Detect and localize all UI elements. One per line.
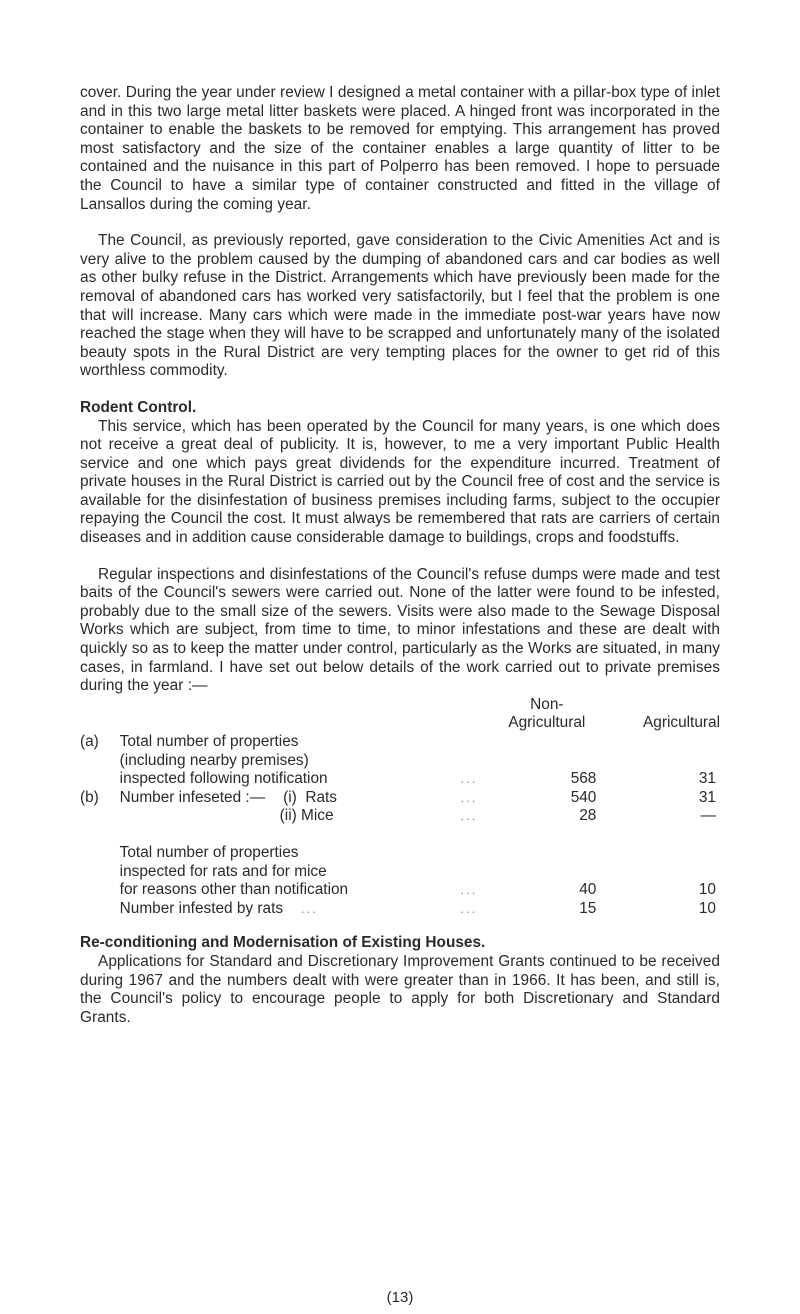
row-d-non-agricultural: 15: [579, 899, 597, 917]
row-c-desc-1: Total number of properties: [119, 843, 299, 861]
paragraph-inspections: Regular inspections and disinfestations of the Council's refuse dumps were made and test baits of the Council's sewers were carried out. None of the latter were found to be infested, probably due to the small size of the sewers. Visits were also made to the Sewage Disposal Works which are subject, from time to time, to minor infestations and these are dealt with quickly so as to keep the matter under control, particularly as the Works are situated, in many cases, in farmland. I have set out below details of the work carried out to private premises during the year :—: [80, 565, 720, 695]
row-b-sub-rats: (i) Rats: [283, 788, 337, 806]
table-row: [80, 881, 720, 900]
heading-rodent-control: Rodent Control.: [80, 398, 197, 416]
heading-reconditioning: Re-conditioning and Modernisation of Existing Houses.: [80, 934, 486, 952]
row-a-agricultural: 31: [698, 770, 716, 788]
leader-dots: ...: [301, 900, 318, 916]
col-header-non-agricultural-2: Agricultural: [508, 714, 586, 732]
table-row: [80, 752, 720, 771]
leader-dots: ...: [460, 882, 478, 898]
table-row: [80, 900, 720, 919]
row-b-mice-agricultural: —: [700, 807, 716, 825]
row-b-mice-non-agricultural: 28: [579, 807, 597, 825]
row-c-agricultural: 10: [698, 881, 716, 899]
row-label-b: (b): [80, 788, 99, 806]
row-a-non-agricultural: 568: [570, 770, 597, 788]
row-c-desc-3: for reasons other than notification: [119, 881, 349, 899]
paragraph-litter-container: cover. During the year under review I designed a metal container with a pillar-box type of inlet and in this two large metal litter baskets were placed. A hinged front was incorporated in the container to enable the baskets to be removed for emptying. This arrangement has proved most satisfactory and the size of the container enables a large quantity of litter to be contained and the nuisance in this part of Polperro has been removed. I hope to persuade the Council to have a similar type of container constructed and fitted in the village of Lansallos during the coming year.: [80, 84, 720, 213]
document-page: [80, 84, 720, 1027]
table-row: [80, 733, 720, 752]
col-header-agricultural: Agricultural: [643, 714, 720, 732]
table-row: [80, 863, 720, 882]
page-number: (13): [386, 1289, 414, 1306]
row-b-desc: Number infeseted :—: [119, 788, 266, 806]
leader-dots: ...: [460, 808, 478, 824]
row-a-desc-1: Total number of properties: [119, 733, 299, 750]
paragraph-rodent-service: This service, which has been operated by the Council for many years, is one which does not receive a great deal of publicity. It is, however, to me a very important Public Health service and one which pays great dividends for the expenditure incurred. Treatment of private houses in the Rural District is carried out by the Council free of cost and the service is available for the disinfestation of business premises including farms, subject to the occupier repaying the Council the cost. It must always be remembered that rats are carriers of certain diseases and in addition cause considerable damage to buildings, crops and foodstuffs.: [80, 417, 720, 547]
row-a-desc-2: (including nearby premises): [119, 751, 309, 769]
row-a-desc-3: inspected following notification: [119, 770, 328, 788]
rodent-statistics-table: [80, 696, 720, 919]
row-c-desc-2: inspected for rats and for mice: [119, 862, 327, 880]
row-b-rats-agricultural: 31: [698, 788, 716, 806]
leader-dots: ...: [460, 771, 478, 787]
table-row: [80, 770, 720, 789]
table-row: [80, 807, 720, 826]
table-header-row: [80, 714, 720, 733]
row-c-non-agricultural: 40: [579, 881, 597, 899]
table-row: [80, 844, 720, 863]
row-label-a: (a): [80, 733, 99, 750]
row-b-rats-non-agricultural: 540: [570, 788, 597, 806]
paragraph-abandoned-cars: The Council, as previously reported, gave consideration to the Civic Amenities Act and is very alive to the problem caused by the dumping of abandoned cars and car bodies as well as other bulky refuse in the District. Arrangements which have previously been made for the removal of abandoned cars has worked very satisfactorily, but I feel that the problem is one that will increase. Many cars which were made in the immediate post-war years have now reached the stage when they will have to be scrapped and unfortunately many of the isolated beauty spots in the Rural District are very tempting places for the owner to get rid of this worthless commodity.: [80, 232, 720, 380]
table-header-row: [80, 696, 720, 715]
row-d-agricultural: 10: [698, 899, 716, 917]
paragraph-improvement-grants: Applications for Standard and Discretionary Improvement Grants continued to be received during 1967 and the numbers dealt with were greater than in 1966. It has been, and still is, the Council's policy to encourage people to apply for both Discretionary and Standard Grants.: [80, 952, 720, 1026]
row-d-desc: Number infested by rats: [119, 899, 284, 917]
leader-dots: ...: [460, 900, 478, 916]
row-b-sub-mice: (ii) Mice: [279, 807, 334, 825]
table-row: [80, 789, 720, 808]
col-header-non-agricultural-1: Non-: [530, 695, 564, 713]
leader-dots: ...: [460, 789, 478, 805]
